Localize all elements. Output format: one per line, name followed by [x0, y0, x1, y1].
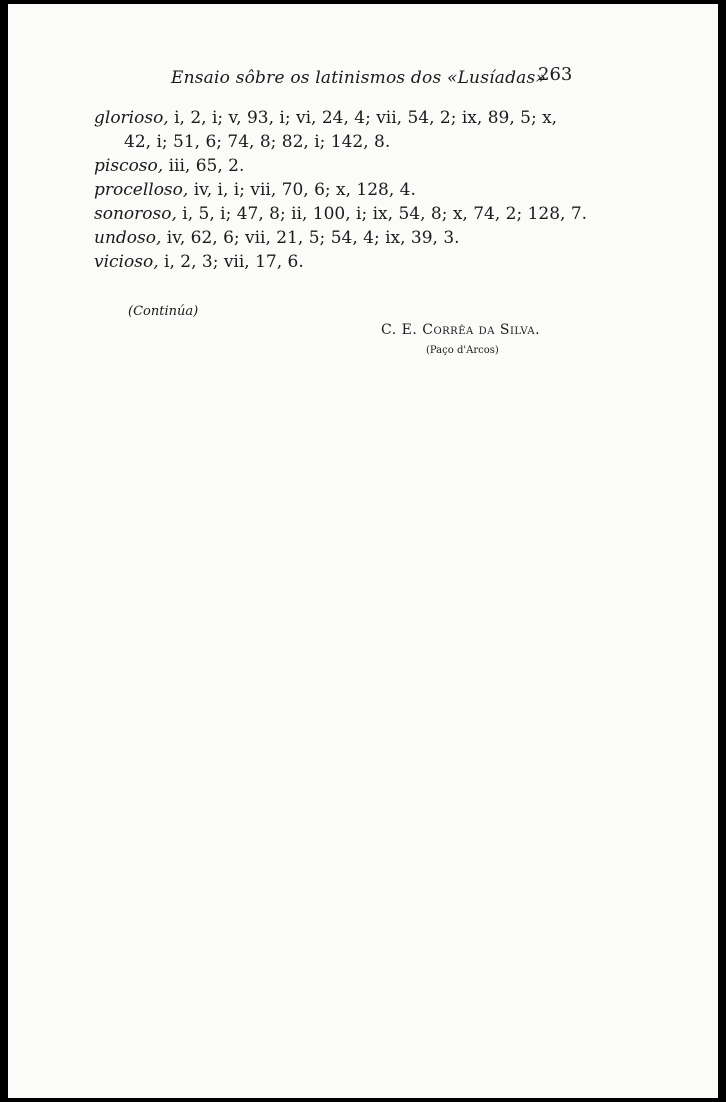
entry-references: i, 2, 3; vii, 17, 6.	[164, 252, 304, 272]
entry-sonoroso	[94, 202, 654, 226]
entry-word: undoso,	[94, 228, 162, 248]
entry-references: iii, 65, 2.	[168, 156, 245, 176]
running-header	[8, 64, 718, 94]
page-number: 263	[538, 64, 573, 85]
entry-word: sonoroso,	[94, 204, 177, 224]
entry-vicioso	[94, 250, 654, 274]
entry-references-continued: 42, i; 51, 6; 74, 8; 82, i; 142, 8.	[124, 132, 391, 152]
entry-word: piscoso,	[94, 156, 164, 176]
entry-procelloso	[94, 178, 654, 202]
author-signature: C. E. Corrêa da Silva.	[381, 322, 541, 338]
latinism-entry-list	[94, 106, 654, 274]
entry-word: vicioso,	[94, 252, 159, 272]
entry-references: iv, i, i; vii, 70, 6; x, 128, 4.	[193, 180, 416, 200]
entry-references: i, 2, i; v, 93, i; vi, 24, 4; vii, 54, 2; ix, 89, 5; x,	[174, 108, 558, 128]
entry-word: glorioso,	[94, 108, 169, 128]
entry-glorioso-continuation	[94, 130, 654, 154]
entry-undoso	[94, 226, 654, 250]
continued-note: (Continúa)	[128, 304, 199, 319]
entry-word: procelloso,	[94, 180, 189, 200]
author-location: (Paço d'Arcos)	[426, 345, 499, 356]
running-title: Ensaio sôbre os latinismos dos «Lusíadas»	[171, 68, 547, 88]
entry-piscoso	[94, 154, 654, 178]
entry-glorioso	[94, 106, 654, 130]
entry-references: i, 5, i; 47, 8; ii, 100, i; ix, 54, 8; x, 74, 2; 128, 7.	[182, 204, 588, 224]
document-page	[8, 4, 718, 1098]
entry-references: iv, 62, 6; vii, 21, 5; 54, 4; ix, 39, 3.	[166, 228, 460, 248]
